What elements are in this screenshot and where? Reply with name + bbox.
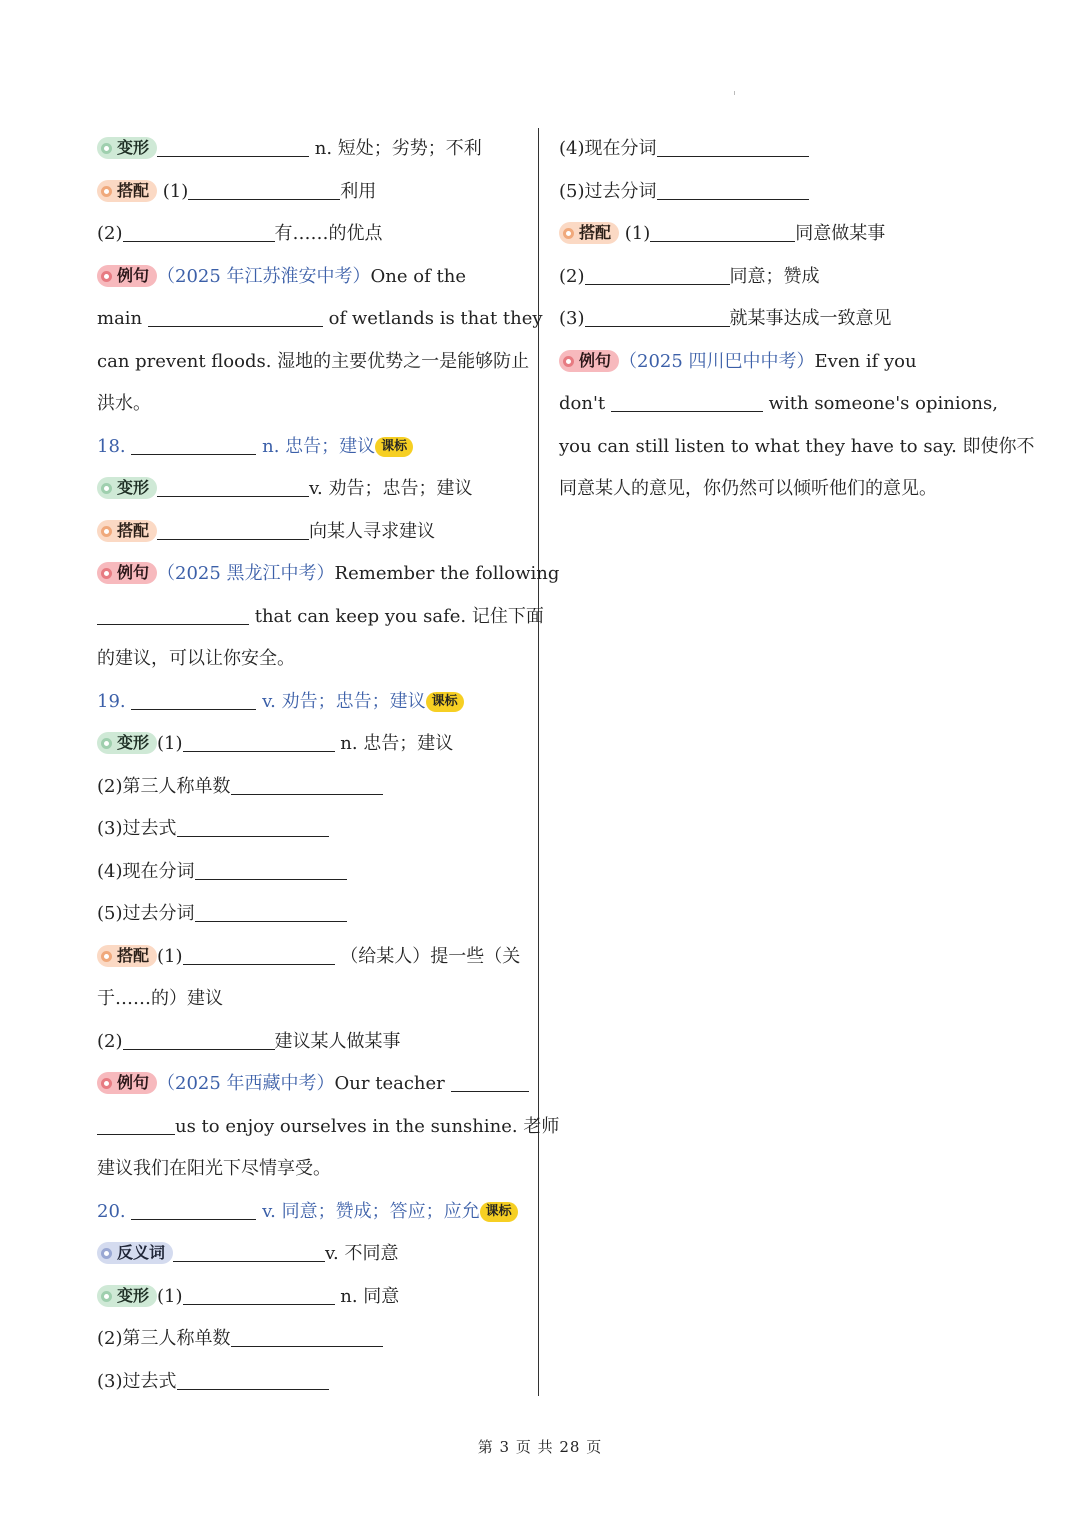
example-tag: 例句	[97, 562, 157, 584]
tag-dot-icon	[101, 271, 112, 282]
answer-blank[interactable]	[123, 240, 275, 242]
tag-dot-icon	[101, 186, 112, 197]
collocation-tag: 搭配	[97, 180, 157, 202]
antonym-line: 反义词 v. 不同意	[97, 1233, 525, 1276]
variant-tag: 变形	[97, 477, 157, 499]
answer-blank[interactable]	[97, 1133, 175, 1135]
example-line: 例句 （2025 年西藏中考）Our teacher	[97, 1063, 525, 1106]
variant-tag: 变形	[97, 137, 157, 159]
example-line: 洪水。	[97, 393, 151, 414]
tag-dot-icon	[101, 738, 112, 749]
page-footer: 第 3 页 共 28 页	[477, 1438, 603, 1456]
collocation-line: (3) 就某事达成一致意见	[559, 308, 892, 329]
answer-blank[interactable]	[173, 1260, 325, 1262]
collocation-line: (2) 建议某人做某事	[97, 1030, 401, 1052]
example-line: 同意某人的意见，你仍然可以倾听他们的意见。	[559, 478, 937, 499]
collocation-tag: 搭配	[559, 222, 619, 244]
antonym-tag: 反义词	[97, 1242, 173, 1264]
answer-blank[interactable]	[131, 453, 256, 455]
variant-line: (2)第三人称单数	[97, 766, 525, 809]
right-column	[559, 128, 1035, 511]
variant-line: (5)过去分词	[97, 893, 525, 936]
variant-line: (2)第三人称单数	[97, 1318, 525, 1361]
example-line: 例句 （2025 年江苏淮安中考）One of the	[97, 256, 525, 299]
variant-line: 变形 (1) n. 同意	[97, 1276, 525, 1319]
answer-blank[interactable]	[97, 623, 249, 625]
vocab-item-19: 19. v. 劝告；忠告；建议 课标	[97, 681, 525, 724]
variant-line: (4)现在分词	[559, 128, 987, 171]
variant-line: 变形 (1) n. 忠告；建议	[97, 723, 525, 766]
answer-blank[interactable]	[157, 495, 309, 497]
vocab-item-18: 18. n. 忠告；建议 课标	[97, 426, 525, 469]
tag-dot-icon	[101, 483, 112, 494]
collocation-line: 搭配 向某人寻求建议	[97, 511, 525, 554]
example-line: 例句 （2025 黑龙江中考）Remember the following	[97, 553, 525, 596]
answer-blank[interactable]	[195, 878, 347, 880]
variant-tag: 变形	[97, 732, 157, 754]
answer-blank[interactable]	[177, 1388, 329, 1390]
answer-blank[interactable]	[131, 1218, 256, 1220]
collocation-tag: 搭配	[97, 945, 157, 967]
tag-dot-icon	[101, 526, 112, 537]
collocation-line: 搭配 (1) 利用	[97, 171, 525, 214]
tag-dot-icon	[563, 228, 574, 239]
answer-blank[interactable]	[231, 793, 383, 795]
answer-blank[interactable]	[611, 410, 763, 412]
curriculum-badge: 课标	[375, 437, 413, 457]
collocation-line: (2) 同意；赞成	[559, 265, 820, 287]
answer-blank[interactable]	[157, 538, 309, 540]
answer-blank[interactable]	[657, 155, 809, 157]
tag-dot-icon	[101, 1078, 112, 1089]
tag-dot-icon	[101, 1248, 112, 1259]
example-source: （2025 四川巴中中考）	[619, 350, 815, 372]
example-source: （2025 黑龙江中考）	[157, 563, 335, 584]
answer-blank[interactable]	[585, 283, 730, 285]
tag-dot-icon	[101, 568, 112, 579]
answer-blank[interactable]	[183, 1303, 335, 1305]
answer-blank[interactable]	[188, 198, 340, 200]
example-tag: 例句	[97, 1072, 157, 1094]
answer-blank[interactable]	[177, 835, 329, 837]
vocab-item-20: 20. v. 同意；赞成；答应；应允 课标	[97, 1191, 525, 1234]
tag-dot-icon	[101, 951, 112, 962]
example-line: us to enjoy ourselves in the sunshine. 老师	[97, 1106, 525, 1149]
example-tag: 例句	[559, 350, 619, 372]
variant-line: (3)过去式	[97, 808, 525, 851]
answer-blank[interactable]	[451, 1090, 529, 1092]
answer-blank[interactable]	[650, 240, 795, 242]
answer-blank[interactable]	[183, 963, 335, 965]
answer-blank[interactable]	[131, 708, 256, 710]
example-line: don't with someone's opinions,	[559, 393, 998, 414]
variant-line: 变形 n. 短处；劣势；不利	[97, 128, 525, 171]
example-line: 的建议，可以让你安全。	[97, 648, 295, 669]
example-line: can prevent floods. 湿地的主要优势之一是能够防止	[97, 350, 530, 372]
answer-blank[interactable]	[148, 325, 323, 327]
example-line: 建议我们在阳光下尽情享受。	[97, 1158, 331, 1179]
example-line: 例句 （2025 四川巴中中考）Even if you	[559, 341, 987, 384]
example-source: （2025 年江苏淮安中考）	[157, 265, 371, 287]
answer-blank[interactable]	[157, 155, 309, 157]
variant-line: (4)现在分词	[97, 851, 525, 894]
example-line: main of wetlands is that they	[97, 308, 543, 329]
answer-blank[interactable]	[123, 1048, 275, 1050]
tag-dot-icon	[101, 143, 112, 154]
tag-dot-icon	[563, 356, 574, 367]
collocation-line: 搭配 (1) （给某人）提一些（关	[97, 936, 525, 979]
scan-mark	[734, 91, 735, 95]
example-source: （2025 年西藏中考）	[157, 1073, 335, 1094]
variant-line: (3)过去式	[97, 1361, 525, 1404]
answer-blank[interactable]	[195, 920, 347, 922]
example-line: that can keep you safe. 记住下面	[97, 596, 525, 639]
example-line: you can still listen to what they have to say. 即使你不	[559, 435, 1035, 457]
answer-blank[interactable]	[585, 325, 730, 327]
example-tag: 例句	[97, 265, 157, 287]
curriculum-badge: 课标	[426, 692, 464, 712]
collocation-line: (2) 有……的优点	[97, 223, 383, 244]
left-column	[97, 128, 560, 1403]
variant-line: 变形 v. 劝告；忠告；建议	[97, 468, 525, 511]
collocation-line: 于……的）建议	[97, 988, 223, 1009]
answer-blank[interactable]	[231, 1345, 383, 1347]
tag-dot-icon	[101, 1291, 112, 1302]
variant-tag: 变形	[97, 1285, 157, 1307]
variant-line: (5)过去分词	[559, 171, 987, 214]
answer-blank[interactable]	[657, 198, 809, 200]
collocation-line: 搭配 (1) 同意做某事	[559, 213, 987, 256]
answer-blank[interactable]	[183, 750, 335, 752]
curriculum-badge: 课标	[480, 1202, 518, 1222]
collocation-tag: 搭配	[97, 520, 157, 542]
